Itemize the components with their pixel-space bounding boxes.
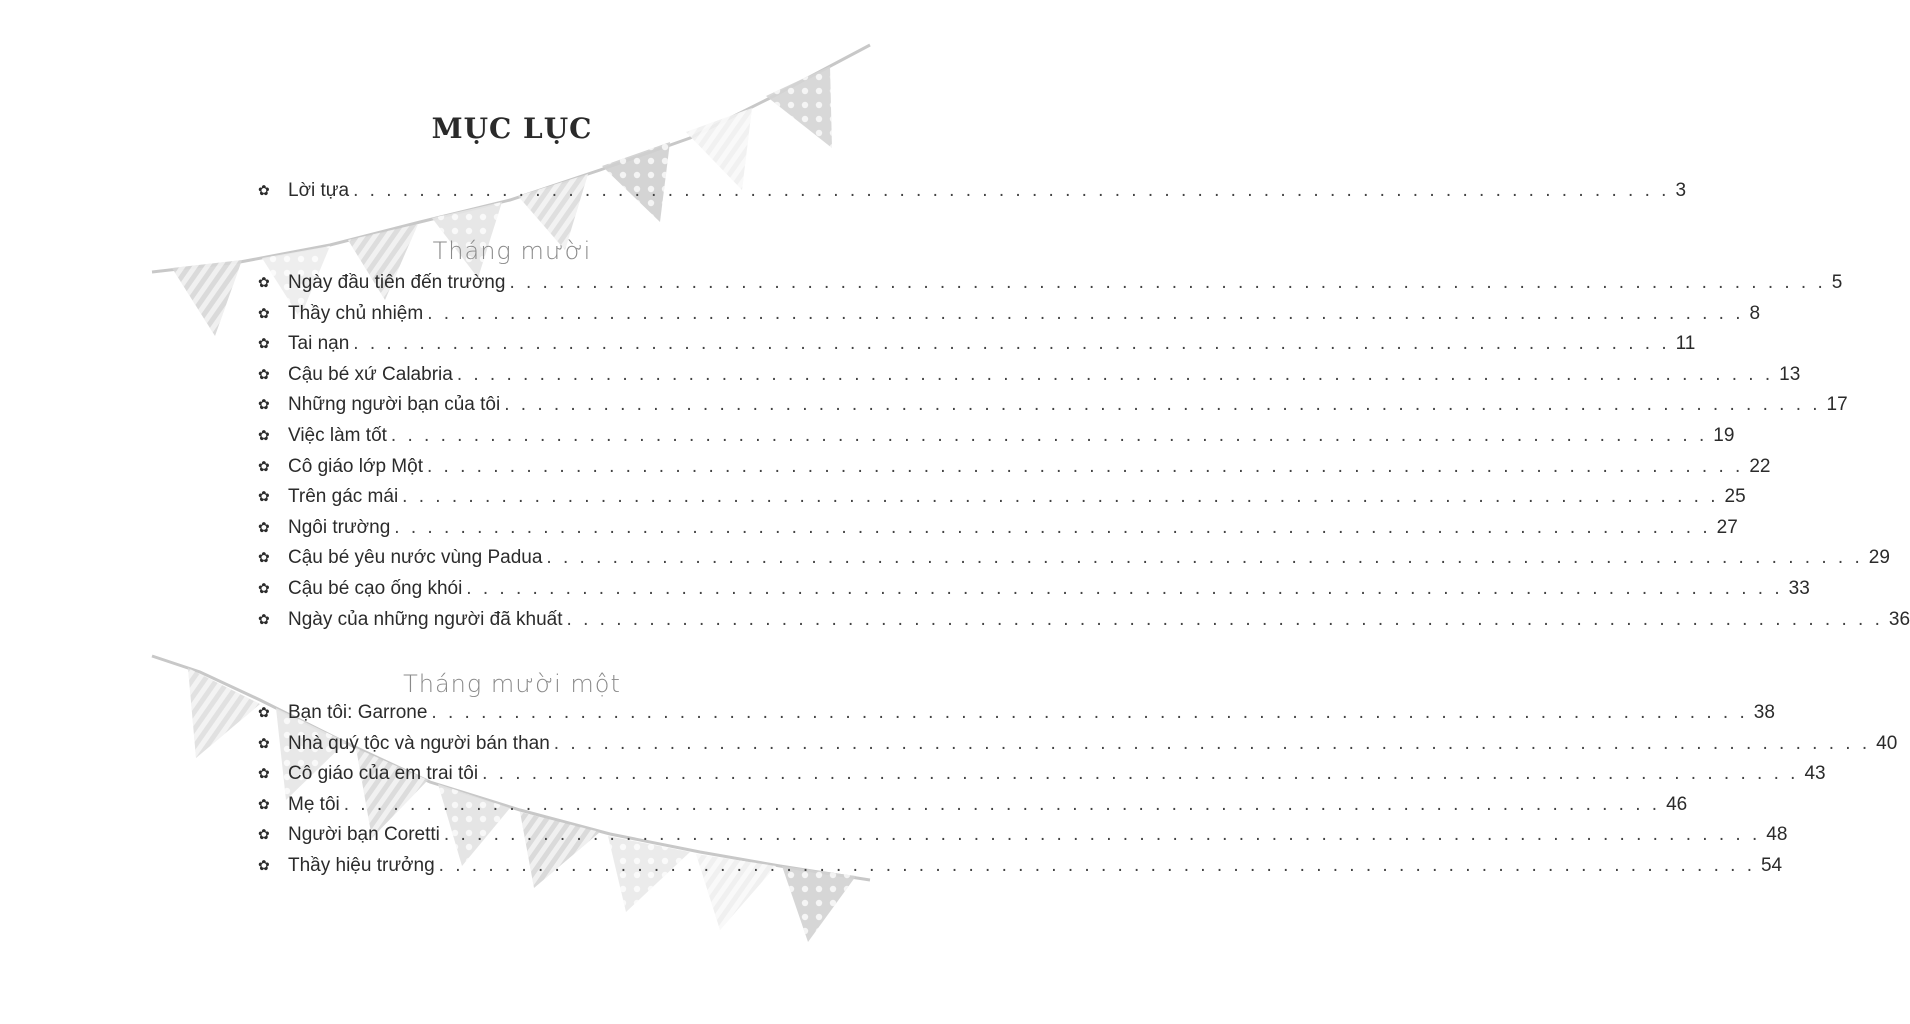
toc-entry-page: 40 [1876, 732, 1898, 754]
dot-leader: . . . . . . . . . . . . . . . . . . . . . . . . . . . . . . . . . . . . . . . . . . . . . . . . . . . . . . . . . . . . . . . . . . . . . . . . . . . . . . . . [426, 455, 1744, 477]
flower-bullet-icon: ✿ [258, 734, 270, 751]
toc-entry-title: Việc làm tốt [288, 424, 387, 446]
flower-bullet-icon: ✿ [258, 488, 270, 505]
flower-bullet-icon: ✿ [258, 549, 270, 566]
toc-entry-title: Cậu bé cạo ống khói [288, 577, 463, 599]
toc-entry-page: 13 [1779, 363, 1801, 385]
bunting-flag-pattern [782, 866, 856, 942]
dot-leader: . . . . . . . . . . . . . . . . . . . . . . . . . . . . . . . . . . . . . . . . . . . . . . . . . . . . . . . . . . . . . . . . . . . . . . . . . . . . . . . . [456, 363, 1774, 385]
flower-bullet-icon: ✿ [258, 856, 270, 873]
toc-entry-title: Thầy chủ nhiệm [288, 302, 424, 324]
toc-entry[interactable] [258, 547, 1890, 578]
toc-entry-title: Ngày đầu tiên đến trường [288, 272, 506, 293]
toc-entry-page: 11 [1675, 333, 1696, 355]
toc-entry-title: Người bạn Coretti [288, 824, 440, 846]
toc-entry-title: Bạn tôi: Garrone [288, 702, 428, 723]
toc-entry-title: Nhà quý tộc và người bán than [288, 732, 550, 754]
dot-leader: . . . . . . . . . . . . . . . . . . . . . . . . . . . . . . . . . . . . . . . . . . . . . . . . . . . . . . . . . . . . . . . . . . . . . . . . . . . . . . . . [553, 732, 1871, 754]
dot-leader: . . . . . . . . . . . . . . . . . . . . . . . . . . . . . . . . . . . . . . . . . . . . . . . . . . . . . . . . . . . . . . . . . . . . . . . . . . . . . . . . [394, 516, 1711, 538]
toc-entry-title: Cậu bé yêu nước vùng Padua [288, 547, 543, 569]
dot-leader: . . . . . . . . . . . . . . . . . . . . . . . . . . . . . . . . . . . . . . . . . . . . . . . . . . . . . . . . . . . . . . . . . . . . . . . . . . . . . . . . [390, 424, 1708, 446]
dot-leader: . . . . . . . . . . . . . . . . . . . . . . . . . . . . . . . . . . . . . . . . . . . . . . . . . . . . . . . . . . . . . . . . . . . . . . . . . . . . . . . . [509, 272, 1826, 293]
flower-bullet-icon: ✿ [258, 182, 270, 198]
toc-entry-page: 43 [1804, 763, 1826, 785]
toc-entry-page: 25 [1724, 486, 1746, 508]
toc-entry-page: 54 [1760, 854, 1783, 876]
flower-bullet-icon: ✿ [258, 610, 270, 627]
toc-entry[interactable] [258, 486, 1746, 517]
toc-entry-title: Cậu bé xứ Calabria [288, 363, 453, 385]
toc-entry[interactable] [258, 793, 1688, 825]
toc-entry-page: 38 [1753, 702, 1775, 723]
toc-entry[interactable] [258, 180, 1687, 211]
toc-entry[interactable] [258, 702, 1775, 733]
toc-entry-page: 8 [1749, 302, 1761, 324]
toc-entry-page: 36 [1888, 608, 1910, 630]
toc-intro [258, 180, 1687, 211]
flower-bullet-icon: ✿ [258, 274, 270, 290]
flower-bullet-icon: ✿ [258, 426, 270, 443]
flower-bullet-icon: ✿ [258, 457, 270, 474]
section-heading-1: Tháng mười [432, 237, 592, 265]
toc-entry[interactable] [258, 824, 1788, 855]
toc-entry-page: 22 [1749, 455, 1771, 477]
flower-bullet-icon: ✿ [258, 704, 270, 720]
toc-entry[interactable] [258, 577, 1810, 609]
dot-leader: . . . . . . . . . . . . . . . . . . . . . . . . . . . . . . . . . . . . . . . . . . . . . . . . . . . . . . . . . . . . . . . . . . . . . . . . . . . . . . . . [353, 333, 1670, 355]
toc-entry[interactable] [258, 732, 1898, 764]
dot-leader: . . . . . . . . . . . . . . . . . . . . . . . . . . . . . . . . . . . . . . . . . . . . . . . . . . . . . . . . . . . . . . . . . . . . . . . . . . . . . . . . [438, 854, 1755, 876]
flower-bullet-icon: ✿ [258, 795, 270, 812]
dot-leader: . . . . . . . . . . . . . . . . . . . . . . . . . . . . . . . . . . . . . . . . . . . . . . . . . . . . . . . . . . . . . . . . . . . . . . . . . . . . . . . . [353, 180, 1670, 201]
toc-entry-page: 48 [1766, 824, 1788, 846]
toc-entry-title: Mẹ tôi [288, 793, 340, 815]
dot-leader: . . . . . . . . . . . . . . . . . . . . . . . . . . . . . . . . . . . . . . . . . . . . . . . . . . . . . . . . . . . . . . . . . . . . . . . . . . . . . . . . [566, 608, 1883, 630]
toc-entry-page: 29 [1868, 547, 1890, 569]
toc-entry-page: 33 [1788, 577, 1810, 599]
dot-leader: . . . . . . . . . . . . . . . . . . . . . . . . . . . . . . . . . . . . . . . . . . . . . . . . . . . . . . . . . . . . . . . . . . . . . . . . . . . . . . . . [427, 302, 1744, 324]
flower-bullet-icon: ✿ [258, 826, 270, 843]
flower-bullet-icon: ✿ [258, 396, 270, 413]
toc-entry[interactable] [258, 333, 1696, 364]
toc-entry-title: Cô giáo của em trai tôi [288, 763, 479, 785]
toc-entry-page: 5 [1831, 272, 1843, 293]
dot-leader: . . . . . . . . . . . . . . . . . . . . . . . . . . . . . . . . . . . . . . . . . . . . . . . . . . . . . . . . . . . . . . . . . . . . . . . . . . . . . . . . [546, 547, 1863, 569]
flower-bullet-icon: ✿ [258, 304, 270, 321]
dot-leader: . . . . . . . . . . . . . . . . . . . . . . . . . . . . . . . . . . . . . . . . . . . . . . . . . . . . . . . . . . . . . . . . . . . . . . . . . . . . . . . . [466, 577, 1783, 599]
bunting-flag-pattern [172, 260, 242, 336]
dot-leader: . . . . . . . . . . . . . . . . . . . . . . . . . . . . . . . . . . . . . . . . . . . . . . . . . . . . . . . . . . . . . . . . . . . . . . . . . . . . . . . . [482, 763, 1799, 785]
toc-entry-title: Ngày của những người đã khuất [288, 608, 563, 630]
dot-leader: . . . . . . . . . . . . . . . . . . . . . . . . . . . . . . . . . . . . . . . . . . . . . . . . . . . . . . . . . . . . . . . . . . . . . . . . . . . . . . . . [443, 824, 1761, 846]
toc-entry-title: Những người bạn của tôi [288, 394, 501, 416]
toc-entry-title: Lời tựa [288, 180, 350, 201]
toc-entry[interactable] [258, 516, 1738, 548]
flower-bullet-icon: ✿ [258, 365, 270, 382]
toc-entry[interactable] [258, 363, 1801, 395]
flower-bullet-icon: ✿ [258, 765, 270, 782]
flower-bullet-icon: ✿ [258, 579, 270, 596]
toc-entry-page: 3 [1675, 180, 1687, 201]
toc-entry-title: Cô giáo lớp Một [288, 455, 423, 477]
flower-bullet-icon: ✿ [258, 518, 270, 535]
toc-entry[interactable] [258, 608, 1910, 640]
toc-entry[interactable] [258, 455, 1771, 487]
dot-leader: . . . . . . . . . . . . . . . . . . . . . . . . . . . . . . . . . . . . . . . . . . . . . . . . . . . . . . . . . . . . . . . . . . . . . . . . . . . . . . . . [343, 793, 1661, 815]
dot-leader: . . . . . . . . . . . . . . . . . . . . . . . . . . . . . . . . . . . . . . . . . . . . . . . . . . . . . . . . . . . . . . . . . . . . . . . . . . . . . . . . [402, 486, 1719, 508]
toc-entry-title: Tai nạn [288, 333, 350, 355]
toc-entry[interactable] [258, 424, 1735, 456]
toc-entry-page: 19 [1713, 424, 1735, 446]
toc-entry[interactable] [258, 763, 1826, 794]
toc-entry-title: Thầy hiệu trưởng [288, 854, 435, 876]
toc-entry-page: 27 [1716, 516, 1738, 538]
toc-entry[interactable] [258, 854, 1783, 886]
toc-entry-title: Ngôi trường [288, 516, 391, 538]
dot-leader: . . . . . . . . . . . . . . . . . . . . . . . . . . . . . . . . . . . . . . . . . . . . . . . . . . . . . . . . . . . . . . . . . . . . . . . . . . . . . . . . [431, 702, 1748, 723]
toc-entry[interactable] [258, 394, 1848, 425]
toc-section-1 [258, 272, 1910, 639]
section-heading-2: Tháng mười một [403, 670, 621, 698]
toc-section-2 [258, 702, 1898, 886]
toc-entry-page: 17 [1826, 394, 1848, 416]
toc-entry-title: Trên gác mái [288, 486, 399, 508]
toc-entry[interactable] [258, 272, 1843, 303]
flower-bullet-icon: ✿ [258, 335, 270, 352]
toc-entry-page: 46 [1666, 793, 1688, 815]
dot-leader: . . . . . . . . . . . . . . . . . . . . . . . . . . . . . . . . . . . . . . . . . . . . . . . . . . . . . . . . . . . . . . . . . . . . . . . . . . . . . . . . [504, 394, 1821, 416]
toc-entry[interactable] [258, 302, 1761, 334]
page-title: MỤC LỤC [431, 112, 593, 145]
